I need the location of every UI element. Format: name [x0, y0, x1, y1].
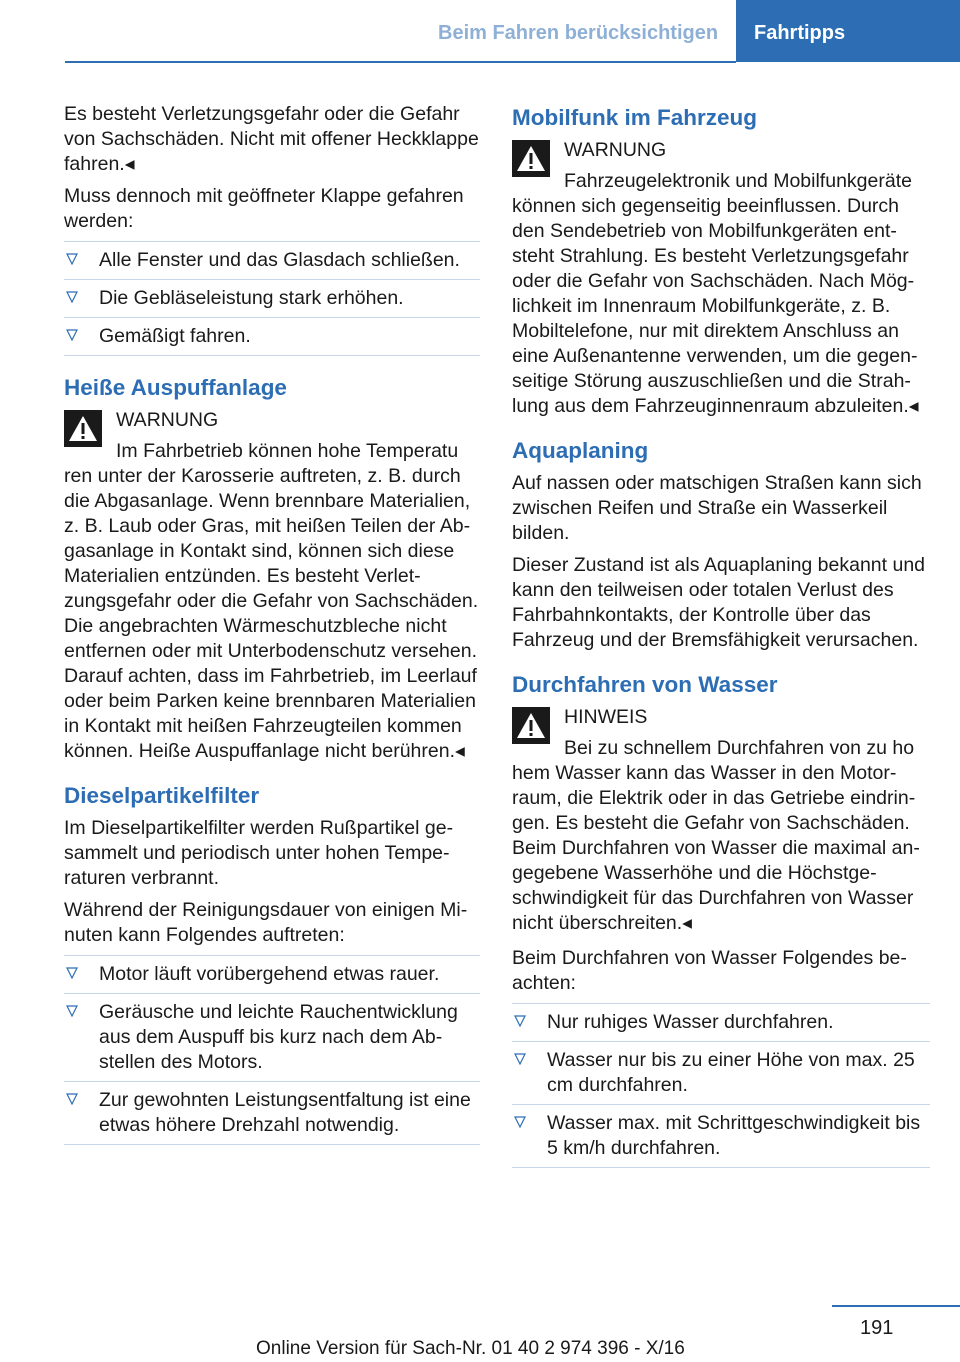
footer-rule [832, 1305, 960, 1307]
paragraph: Während der Reinigungsdauer von einigen Minuten kann Folgendes auftreten: [64, 899, 468, 946]
warning-icon [512, 707, 550, 744]
list-item-text: Alle Fenster und das Glasdach schließen. [99, 249, 460, 271]
paragraph: Im Dieselpartikelfilter werden Rußpartikel gesammelt und periodisch unter hohen Temperaturen verbrannt. [64, 817, 454, 889]
triangle-bullet-icon [66, 253, 78, 265]
note-block [512, 705, 930, 936]
section-heading: Heiße Auspuffanlage [64, 375, 287, 400]
list-item-text: Motor läuft vorübergehend etwas rauer. [99, 963, 440, 985]
list-item-text: Nur ruhiges Wasser durchfahren. [547, 1011, 834, 1033]
warning-label: WARNUNG [564, 139, 667, 161]
warning-text: können sich gegenseitig beeinflussen. Durch den Sendebetrieb von Mobilfunkgeräten entsteht Strahlung. Es besteht Verletzungsgefahr oder die Gefahr von Sachschäden. Nach Möglichkeit im Innenraum Mobilfunkgeräte, z. B. Mobiltelefone, nur mit direktem Anschluss an eine Außenantenne verwenden, um die gegenseitige Störung auszuschließen und die Strahlung aus dem Fahrzeuginnenraum abzuleiten.◂ [512, 195, 919, 417]
section-heading: Dieselpartikelfilter [64, 783, 260, 808]
warning-block [64, 408, 480, 764]
warning-icon [512, 140, 550, 177]
paragraph: Es besteht Verletzungsgefahr oder die Gefahr von Sachschäden. Nicht mit offener Heckklappe fahren.◂ [64, 103, 479, 175]
list-item-text: Wasser nur bis zu einer Höhe von max. 25 cm durchfahren. [547, 1049, 915, 1096]
warning-text: ren unter der Karosserie auftreten, z. B. durch die Abgasanlage. Wenn brennbare Materialien, z. B. Laub oder Gras, mit heißen Teilen der Abgasanlage in Kontakt sind, können sich diese Materialien entzünden. Es besteht Verletzungsgefahr oder die Gefahr von Sachschäden. Die angebrachten Wärmeschutzbleche nicht entfernen oder mit Unterbodenschutz versehen. Darauf achten, dass im Fahrbetrieb, im Leerlauf oder beim Parken keine brennbaren Materialien in Kontakt mit heißen Fahrzeugteilen kommen können. Heiße Auspuffanlage nicht berühren.◂ [64, 465, 479, 762]
list-item [512, 1042, 930, 1105]
section-heading: Mobilfunk im Fahrzeug [512, 105, 757, 130]
list-item [512, 1004, 930, 1042]
warning-text: Fahrzeugelektronik und Mobilfunkgeräte [564, 170, 912, 192]
note-label: HINWEIS [564, 706, 648, 728]
section-heading: Durchfahren von Wasser [512, 672, 778, 697]
footer-version-text: Online Version für Sach-Nr. 01 40 2 974 396 - X/16 [256, 1338, 685, 1359]
header-section-title: Beim Fahren berücksichtigen [438, 22, 719, 44]
header-chapter-tab: Fahrtipps [736, 0, 960, 62]
list-item-text: Gemäßigt fahren. [99, 325, 251, 347]
paragraph: Auf nassen oder matschigen Straßen kann sich zwischen Reifen und Straße ein Wasserkeil bilden. [512, 472, 922, 544]
right-column [512, 102, 930, 1168]
warning-block [512, 138, 930, 419]
list-item [64, 242, 480, 280]
header-rule [65, 61, 736, 63]
page-number: 191 [860, 1317, 894, 1339]
section-heading: Aquaplaning [512, 438, 649, 463]
list-item [64, 1082, 480, 1145]
left-column [64, 102, 480, 1145]
list-item [64, 994, 480, 1082]
paragraph: Dieser Zustand ist als Aquaplaning bekannt und kann den teilweisen oder totalen Verlust des Fahrbahnkontakts, der Kontrolle über das Fahrzeug und der Bremsfähigkeit verursachen. [512, 554, 926, 651]
list-item-text: Die Gebläseleistung stark erhöhen. [99, 287, 404, 309]
bullet-list [512, 1003, 930, 1168]
list-item [64, 280, 480, 318]
page-header [0, 0, 960, 64]
list-item-text: Zur gewohnten Leistungsentfaltung ist eine etwas höhere Drehzahl notwendig. [99, 1089, 471, 1136]
triangle-bullet-icon [66, 291, 78, 303]
triangle-bullet-icon [66, 967, 78, 979]
list-item-text: Geräusche und leichte Rauchentwicklung aus dem Auspuff bis kurz nach dem Abstellen des Motors. [99, 1001, 458, 1073]
triangle-bullet-icon [514, 1116, 526, 1128]
note-text: Bei zu schnellem Durchfahren von zu ho [564, 737, 915, 759]
bullet-list [64, 955, 480, 1145]
bullet-list [64, 241, 480, 356]
warning-text: Im Fahrbetrieb können hohe Temperatu [116, 440, 459, 462]
triangle-bullet-icon [66, 329, 78, 341]
list-item [512, 1105, 930, 1168]
warning-icon [64, 410, 102, 447]
note-text: hem Wasser kann das Wasser in den Motorraum, die Elektrik oder in das Getriebe eindringen. Es besteht die Gefahr von Sachschäden. Beim Durchfahren von Wasser die maximal angegebene Wasserhöhe und die Höchstgeschwindigkeit für das Durchfahren von Wasser nicht überschreiten.◂ [512, 762, 920, 934]
list-item [64, 956, 480, 994]
warning-label: WARNUNG [116, 409, 219, 431]
paragraph: Beim Durchfahren von Wasser Folgendes beachten: [512, 947, 907, 994]
triangle-bullet-icon [514, 1053, 526, 1065]
list-item-text: Wasser max. mit Schrittgeschwindigkeit bis 5 km/h durchfahren. [547, 1112, 921, 1159]
paragraph: Muss dennoch mit geöffneter Klappe gefahren werden: [64, 185, 464, 232]
triangle-bullet-icon [66, 1093, 78, 1105]
list-item [64, 318, 480, 356]
triangle-bullet-icon [66, 1005, 78, 1017]
triangle-bullet-icon [514, 1015, 526, 1027]
